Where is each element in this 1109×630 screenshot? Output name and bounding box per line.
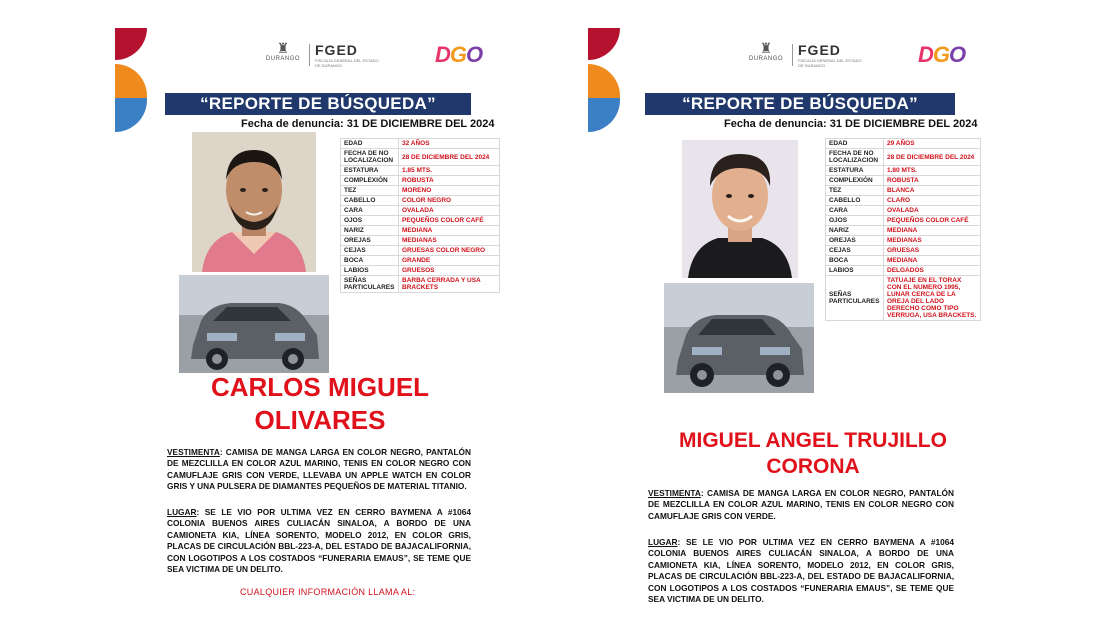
- location-description: [648, 537, 954, 605]
- detail-label: CABELLO: [826, 196, 884, 206]
- detail-row: [826, 139, 981, 149]
- decorative-shape-blue: [115, 98, 147, 132]
- dgo-letter-o: O: [466, 42, 483, 67]
- detail-label: NARIZ: [341, 226, 399, 236]
- contact-line: CUALQUIER INFORMACIÓN LLAMA AL:: [240, 587, 416, 597]
- detail-value: MEDIANA: [399, 226, 500, 236]
- person-photo: [192, 132, 316, 272]
- detail-row: [341, 139, 500, 149]
- detail-value: PEQUEÑOS COLOR CAFÉ: [884, 216, 981, 226]
- dgo-letter-g: G: [932, 42, 950, 67]
- decorative-shape-red: [115, 28, 147, 60]
- decorative-shape-orange: [588, 64, 620, 98]
- missing-person-poster-right: [588, 0, 1058, 630]
- detail-row: [826, 236, 981, 246]
- name-line-1: MIGUEL ANGEL TRUJILLO: [679, 429, 947, 452]
- name-line-1: CARLOS MIGUEL: [210, 372, 430, 402]
- detail-row: [341, 246, 500, 256]
- detail-row: [341, 266, 500, 276]
- detail-value: DELGADOS: [884, 266, 981, 276]
- detail-row: [341, 206, 500, 216]
- detail-value: 28 DE DICIEMBRE DEL 2024: [399, 149, 500, 166]
- detail-value: MEDIANAS: [399, 236, 500, 246]
- clothing-label: VESTIMENTA: [648, 488, 701, 498]
- clothing-label: VESTIMENTA: [167, 447, 220, 457]
- detail-row: [826, 176, 981, 186]
- detail-label: SEÑAS PARTICULARES: [341, 276, 399, 293]
- detail-label: CEJAS: [341, 246, 399, 256]
- fged-title: FGED: [315, 42, 358, 58]
- logo-divider: [309, 44, 310, 66]
- location-text: : SE LE VIO POR ULTIMA VEZ EN CERRO BAYMENA A #1064 COLONIA BUENOS AIRES CULIACÁN SINALOA, A BORDO DE UNA CAMIONETA KIA, LÍNEA SORENTO, MODELO 2012, EN COLOR GRIS, PLACAS DE CIRCULACIÓN BBL-223-A, DEL ESTADO DE BAJACALIFORNIA, CON LOGOTIPOS A LOS COSTADOS “FUNERARIA EMAUS”, SE TEME QUE SEA VICTIMA DE UN DELITO.: [167, 507, 471, 575]
- detail-value: GRUESAS COLOR NEGRO: [399, 246, 500, 256]
- location-label: LUGAR: [167, 507, 197, 517]
- detail-label: OJOS: [826, 216, 884, 226]
- name-line-2: CORONA: [766, 455, 860, 479]
- detail-value: ROBUSTA: [884, 176, 981, 186]
- detail-value: MEDIANAS: [884, 236, 981, 246]
- clothing-description: [648, 488, 954, 522]
- detail-row: [826, 186, 981, 196]
- detail-row: [341, 176, 500, 186]
- detail-label: BOCA: [826, 256, 884, 266]
- missing-person-name: [175, 371, 465, 436]
- detail-row: [341, 186, 500, 196]
- detail-label: EDAD: [341, 139, 399, 149]
- detail-row: [826, 149, 981, 166]
- detail-label: OREJAS: [826, 236, 884, 246]
- person-portrait-illustration: [192, 132, 316, 272]
- detail-label: CABELLO: [341, 196, 399, 206]
- detail-row: [341, 256, 500, 266]
- fged-title: FGED: [798, 42, 841, 58]
- header-logos: [265, 40, 585, 72]
- detail-label: NARIZ: [826, 226, 884, 236]
- dgo-letter-d: D: [918, 42, 933, 67]
- detail-label: OJOS: [341, 216, 399, 226]
- coat-of-arms-icon: ♜: [276, 40, 290, 56]
- detail-label: EDAD: [826, 139, 884, 149]
- detail-row: [826, 216, 981, 226]
- person-portrait-illustration: [682, 140, 798, 278]
- seal-state-label: DURANGO: [748, 56, 784, 62]
- clothing-description: [167, 447, 471, 493]
- detail-row: [341, 149, 500, 166]
- dgo-letter-d: D: [435, 42, 450, 67]
- detail-label: BOCA: [341, 256, 399, 266]
- detail-row: [341, 276, 500, 293]
- detail-row: [826, 246, 981, 256]
- detail-value: MORENO: [399, 186, 500, 196]
- person-photo: [682, 140, 798, 278]
- decorative-shape-blue: [588, 98, 620, 132]
- detail-value: 1.85 MTS.: [399, 166, 500, 176]
- detail-row: [826, 196, 981, 206]
- decorative-shape-red: [588, 28, 620, 60]
- detail-value: ROBUSTA: [399, 176, 500, 186]
- detail-label: CARA: [826, 206, 884, 216]
- detail-row: [341, 196, 500, 206]
- detail-value: CLARO: [884, 196, 981, 206]
- detail-row: [826, 226, 981, 236]
- detail-label: FECHA DE NO LOCALIZACION: [826, 149, 884, 166]
- dgo-letter-g: G: [449, 42, 467, 67]
- detail-label: LABIOS: [341, 266, 399, 276]
- detail-value: GRANDE: [399, 256, 500, 266]
- detail-value: COLOR NEGRO: [399, 196, 500, 206]
- fged-subtitle: FISCALÍA GENERAL DEL ESTADO DE DURANGO: [798, 58, 862, 68]
- detail-row: [341, 216, 500, 226]
- detail-row: [826, 256, 981, 266]
- dgo-logo: [435, 42, 482, 68]
- vehicle-photo: [664, 283, 814, 393]
- detail-row: [826, 276, 981, 321]
- detail-value: MEDIANA: [884, 256, 981, 266]
- vehicle-photo: [179, 275, 329, 373]
- detail-row: [826, 266, 981, 276]
- detail-value: 28 DE DICIEMBRE DEL 2024: [884, 149, 981, 166]
- detail-label: COMPLEXIÓN: [826, 176, 884, 186]
- fged-logo: [315, 42, 385, 68]
- detail-label: FECHA DE NO LOCALIZACION: [341, 149, 399, 166]
- decorative-shape-orange: [115, 64, 147, 98]
- detail-label: TEZ: [826, 186, 884, 196]
- report-title: “REPORTE DE BÚSQUEDA”: [165, 93, 471, 115]
- detail-value: PEQUEÑOS COLOR CAFÉ: [399, 216, 500, 226]
- detail-value: GRUESAS: [884, 246, 981, 256]
- logo-divider: [792, 44, 793, 66]
- fged-logo: [798, 42, 868, 68]
- detail-value: BARBA CERRADA Y USA BRACKETS: [399, 276, 500, 293]
- report-date: Fecha de denuncia: 31 DE DICIEMBRE DEL 2024: [241, 118, 495, 130]
- detail-row: [826, 206, 981, 216]
- detail-label: SEÑAS PARTICULARES: [826, 276, 884, 321]
- fged-subtitle: FISCALÍA GENERAL DEL ESTADO DE DURANGO: [315, 58, 379, 68]
- dgo-logo: [918, 42, 965, 68]
- location-label: LUGAR: [648, 537, 678, 547]
- seal-state-label: DURANGO: [265, 56, 301, 62]
- detail-row: [341, 236, 500, 246]
- detail-label: OREJAS: [341, 236, 399, 246]
- missing-person-name: [643, 428, 983, 481]
- detail-value: BLANCA: [884, 186, 981, 196]
- detail-value: 1.80 MTS.: [884, 166, 981, 176]
- location-text: : SE LE VIO POR ULTIMA VEZ EN CERRO BAYMENA A #1064 COLONIA BUENOS AIRES CULIACÁN SINALOA, A BORDO DE UNA CAMIONETA KIA, LÍNEA SORENTO, MODELO 2012, EN COLOR GRIS, PLACAS DE CIRCULACIÓN BBL-223-A, DEL ESTADO DE BAJACALIFORNIA, CON LOGOTIPOS A LOS COSTADOS “FUNERARIA EMAUS”, SE TEME QUE SEA VICTIMA DE UN DELITO.: [648, 537, 954, 605]
- missing-person-poster-left: [115, 0, 585, 630]
- location-description: [167, 507, 471, 575]
- header-logos: [748, 40, 1068, 72]
- detail-value: 29 AÑOS: [884, 139, 981, 149]
- detail-label: TEZ: [341, 186, 399, 196]
- report-title: “REPORTE DE BÚSQUEDA”: [645, 93, 955, 115]
- vehicle-illustration: [179, 275, 329, 373]
- detail-value: MEDIANA: [884, 226, 981, 236]
- detail-label: CARA: [341, 206, 399, 216]
- detail-value: GRUESOS: [399, 266, 500, 276]
- detail-value: OVALADA: [884, 206, 981, 216]
- detail-label: COMPLEXIÓN: [341, 176, 399, 186]
- detail-label: ESTATURA: [826, 166, 884, 176]
- physical-description-table: [340, 138, 500, 293]
- detail-label: CEJAS: [826, 246, 884, 256]
- detail-row: [826, 166, 981, 176]
- detail-row: [341, 166, 500, 176]
- durango-seal-logo: [265, 40, 301, 72]
- detail-label: LABIOS: [826, 266, 884, 276]
- report-date: Fecha de denuncia: 31 DE DICIEMBRE DEL 2024: [724, 118, 978, 130]
- clothing-text: : CAMISA DE MANGA LARGA EN COLOR NEGRO, PANTALÓN DE MEZCLILLA EN COLOR AZUL MARINO, TENIS EN COLOR NEGRO CON CAMUFLAJE GRIS CON VERDE.: [648, 488, 954, 521]
- detail-label: ESTATURA: [341, 166, 399, 176]
- detail-row: [341, 226, 500, 236]
- detail-value: TATUAJE EN EL TORAX CON EL NUMERO 1995, LUNAR CERCA DE LA OREJA DEL LADO DERECHO COMO TIPO VERRUGA, USA BRACKETS.: [884, 276, 981, 321]
- physical-description-table: [825, 138, 981, 321]
- detail-value: OVALADA: [399, 206, 500, 216]
- durango-seal-logo: [748, 40, 784, 72]
- coat-of-arms-icon: ♜: [759, 40, 773, 56]
- detail-value: 32 AÑOS: [399, 139, 500, 149]
- vehicle-illustration: [664, 283, 814, 393]
- name-line-2: OLIVARES: [254, 404, 386, 435]
- dgo-letter-o: O: [949, 42, 966, 67]
- clothing-text: : CAMISA DE MANGA LARGA EN COLOR NEGRO, PANTALÓN DE MEZCLILLA EN COLOR AZUL MARINO, TENIS EN COLOR NEGRO CON CAMUFLAJE GRIS CON VERDE, LLEVABA UN APPLE WATCH EN COLOR GRIS Y UNA PULSERA DE DIAMANTES PEQUEÑOS DE MATERIAL TITANIO.: [167, 447, 471, 492]
